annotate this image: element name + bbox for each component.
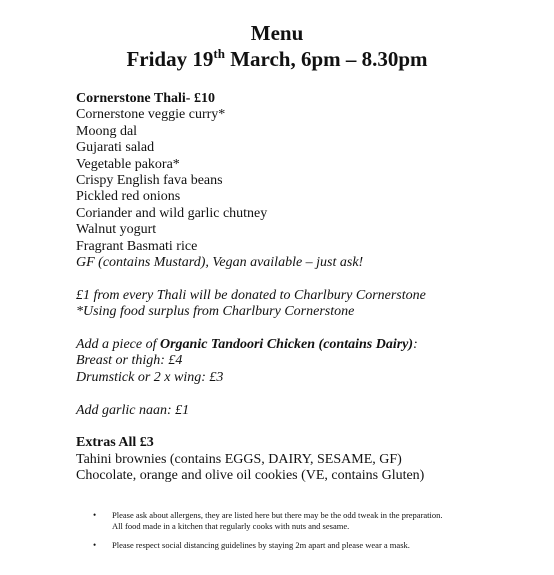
extras-heading: Extras All £3 [76, 435, 154, 451]
thali-item: Walnut yogurt [76, 222, 157, 238]
allergen-note: • Please ask about allergens, they are listed here but there may be the odd tweak in the preparation. All food made in a kitchen that regularly cooks with nuts and sesame. [93, 510, 513, 532]
chicken-option: Breast or thigh: £4 [76, 353, 183, 369]
thali-item: Pickled red onions [76, 189, 181, 205]
donation-note: £1 from every Thali will be donated to Charlbury Cornerstone [76, 287, 426, 303]
thali-item: Coriander and wild garlic chutney [76, 205, 268, 221]
extras-item: Chocolate, orange and olive oil cookies (VE, contains Gluten) [76, 468, 425, 484]
footnotes [93, 510, 513, 559]
thali-heading: Cornerstone Thali- £10 [76, 91, 215, 106]
thali-item: Crispy English fava beans [76, 173, 223, 189]
naan-addon: Add garlic naan: £1 [76, 402, 190, 418]
surplus-note: *Using food surplus from Charlbury Cornerstone [76, 304, 355, 320]
chicken-item: Organic Tandoori Chicken (contains Dairy) [159, 337, 414, 353]
thali-item: Cornerstone veggie curry* [76, 107, 226, 123]
chicken-addon: Add a piece of Organic Tandoori Chicken (contains Dairy): [76, 337, 418, 353]
thali-item: Gujarati salad [76, 140, 155, 156]
menu-title: Menu [250, 21, 304, 45]
distancing-note: • Please respect social distancing guidelines by staying 2m apart and please wear a mask. [93, 540, 513, 551]
thali-item: Vegetable pakora* [76, 156, 180, 172]
thali-item: Fragrant Basmati rice [76, 238, 198, 254]
thali-item: Moong dal [76, 123, 138, 139]
chicken-option: Drumstick or 2 x wing: £3 [76, 369, 224, 385]
extras-item: Tahini brownies (contains EGGS, DAIRY, SESAME, GF) [76, 451, 402, 467]
menu-body [76, 91, 516, 485]
date-ordinal-suffix: th [213, 46, 225, 61]
thali-dietary-note: GF (contains Mustard), Vegan available – just ask! [76, 255, 364, 271]
menu-date: Friday 19th March, 6pm – 8.30pm [126, 46, 428, 71]
